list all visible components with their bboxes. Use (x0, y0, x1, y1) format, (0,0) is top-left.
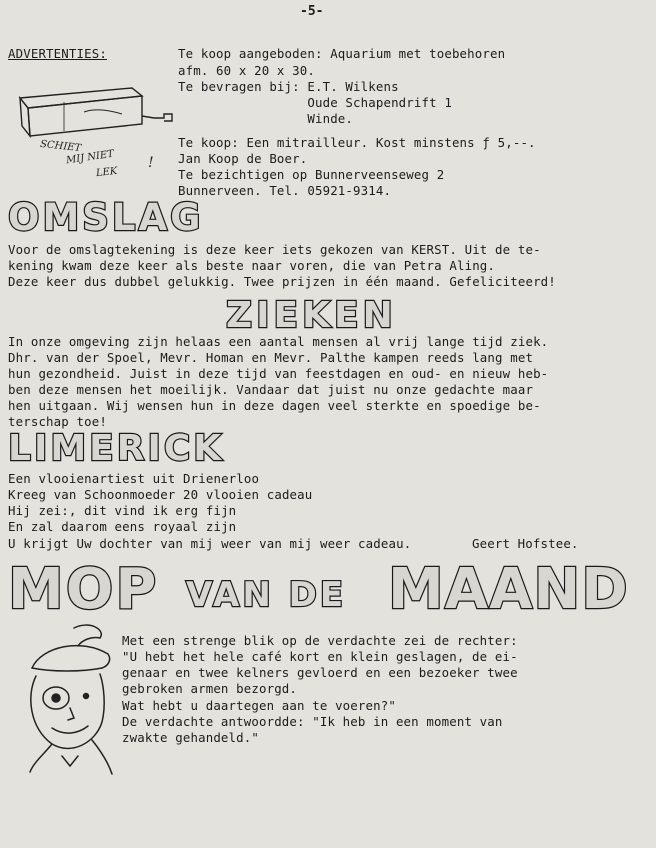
zieken-line-3: hun gezondheid. Juist in deze tijd van feestdagen en oud- en nieuw heb- (8, 366, 549, 381)
ad1-line-2: afm. 60 x 20 x 30. (178, 63, 315, 78)
limerick-line-3: Hij zei:, dit vind ik erg fijn (8, 503, 237, 518)
limerick-line-5: U krijgt Uw dochter van mij weer van mij weer cadeau. (8, 536, 412, 551)
page-number: -5- (300, 4, 324, 19)
zieken-line-1: In onze omgeving zijn helaas een aantal mensen al vrij lange tijd ziek. (8, 334, 549, 349)
cartoon-face-drawing (12, 616, 122, 776)
limerick-line-1: Een vlooienartiest uit Drienerloo (8, 471, 260, 486)
zieken-line-5: hen uitgaan. Wij wensen hun in deze dagen veel sterkte en spoedige be- (8, 398, 541, 413)
ad1-line-1: Te koop aangeboden: Aquarium met toebehoren (178, 46, 506, 61)
omslag-line-3: Deze keer dus dubbel gelukkig. Twee prijzen in één maand. Gefeliciteerd! (8, 274, 556, 289)
ad1-line-4: Oude Schapendrift 1 (178, 95, 452, 110)
limerick-line-2: Kreeg van Schoonmoeder 20 vlooien cadeau (8, 487, 313, 502)
zieken-line-4: ben deze mensen het moeilijk. Vandaar dat juist nu onze gedachte maar (8, 382, 534, 397)
ad2-line-3: Te bezichtigen op Bunnerveenseweg 2 (178, 167, 445, 182)
handwriting-exclamation: ! (148, 155, 154, 171)
mop-line-5: Wat hebt u daartegen aan te voeren?" (122, 698, 396, 713)
mop-heading-van-de: VAN DE (186, 575, 347, 615)
zieken-heading: ZIEKEN (226, 295, 397, 336)
mop-line-3: genaar en twee kelners gevloerd en een bezoeker twee (122, 665, 518, 680)
mop-line-4: gebroken armen bezorgd. (122, 681, 298, 696)
zieken-line-6: terschap toe! (8, 414, 107, 429)
zieken-line-2: Dhr. van der Spoel, Mevr. Homan en Mevr. Palthe kampen reeds lang met (8, 350, 534, 365)
ad2-line-2: Jan Koop de Boer. (178, 151, 308, 166)
handwriting-mij-niet: MIJ NIET (65, 148, 115, 167)
limerick-line-4: En zal daarom eens royaal zijn (8, 519, 237, 534)
omslag-line-2: kening kwam deze keer als beste naar voren, die van Petra Aling. (8, 258, 496, 273)
advertenties-label: ADVERTENTIES: (8, 46, 107, 61)
ad1-line-3: Te bevragen bij: E.T. Wilkens (178, 79, 399, 94)
mop-line-6: De verdachte antwoordde: "Ik heb in een moment van (122, 714, 503, 729)
handwriting-lek: LEK (95, 165, 118, 180)
omslag-heading: OMSLAG (8, 196, 204, 239)
mop-line-7: zwakte gehandeld." (122, 730, 259, 745)
mop-line-1: Met een strenge blik op de verdachte zei de rechter: (122, 633, 518, 648)
ad2-line-4: Bunnerveen. Tel. 05921-9314. (178, 183, 392, 198)
ad1-line-5: Winde. (178, 111, 354, 126)
omslag-line-1: Voor de omslagtekening is deze keer iets gekozen van KERST. Uit de te- (8, 242, 541, 257)
ad2-line-1: Te koop: Een mitrailleur. Kost minstens ƒ 5,--. (178, 135, 536, 150)
mop-heading-maand: MAAND (388, 557, 629, 622)
handwriting-schiet: SCHIET (39, 138, 82, 155)
mop-line-2: "U hebt het hele café kort en klein geslagen, de ei- (122, 649, 518, 664)
limerick-heading: LIMERICK (8, 428, 225, 469)
mop-heading-mop: MOP (8, 557, 159, 622)
limerick-author: Geert Hofstee. (472, 536, 579, 551)
aquarium-gun-sketch (14, 74, 184, 144)
